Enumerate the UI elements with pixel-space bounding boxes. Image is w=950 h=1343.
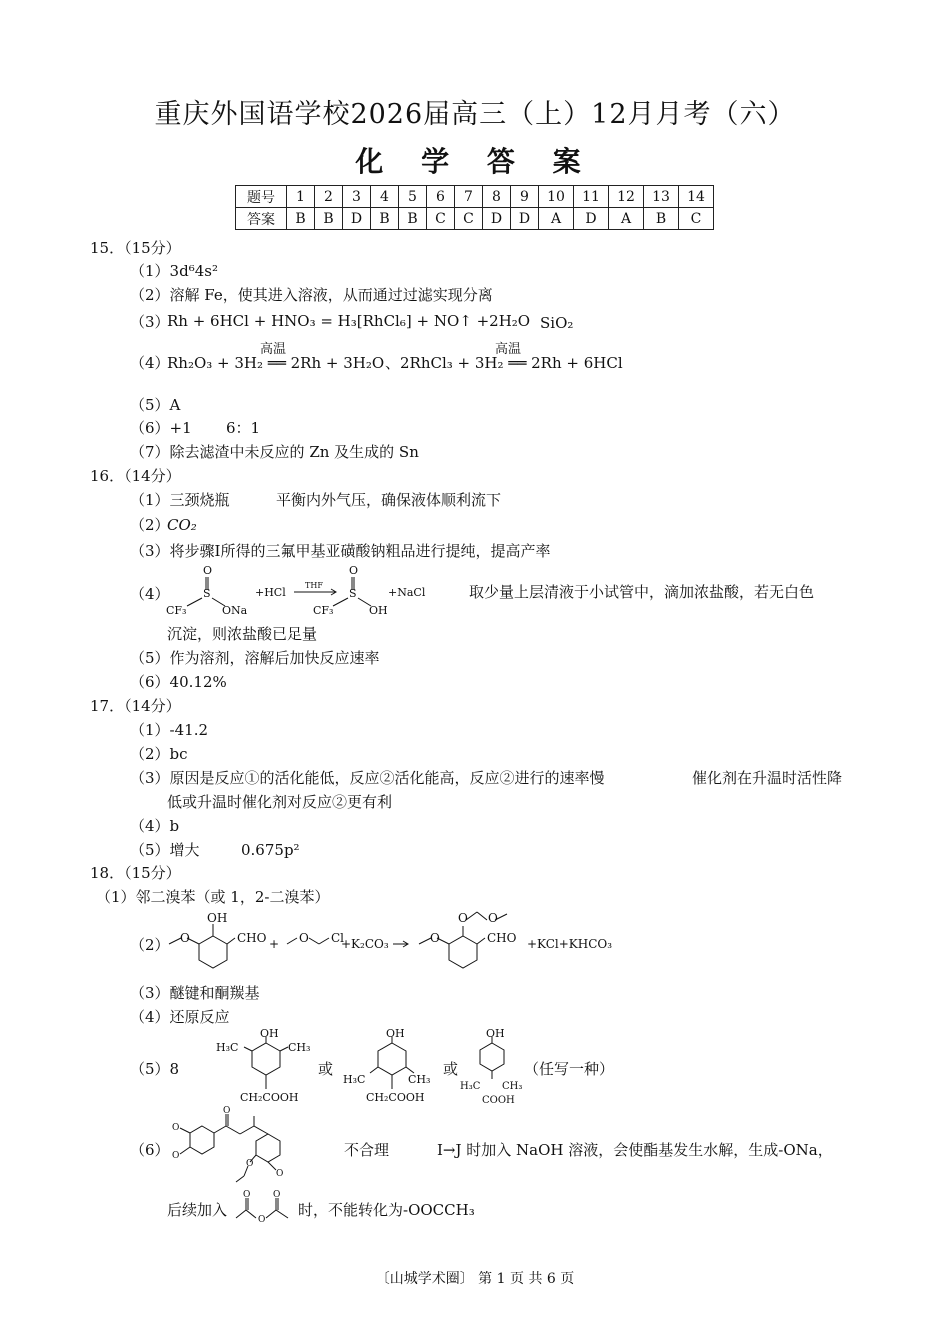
- table-cell: 6: [427, 186, 455, 208]
- oxygen-label: O: [430, 931, 440, 945]
- ch2cooh-label: CH₂COOH: [366, 1091, 425, 1104]
- answer-line: 后续加入: [167, 1201, 228, 1219]
- table-cell: 13: [644, 186, 679, 208]
- answer-line: （3）原因是反应①的活化能低，反应②活化能高，反应②进行的速率慢: [130, 769, 605, 787]
- answer-line: 时，不能转化为-OOCCH₃: [298, 1201, 475, 1219]
- table-cell: D: [511, 208, 539, 230]
- answer-line: （3）醚键和酮羰基: [130, 984, 260, 1002]
- answer-value: 平衡内外气压，确保液体顺利流下: [276, 491, 502, 509]
- table-cell: 9: [511, 186, 539, 208]
- answer-value: SiO₂: [540, 314, 574, 332]
- answer-line: （5）A: [130, 396, 181, 414]
- answer-line: （2）溶解 Fe，使其进入溶液，从而通过过滤实现分离: [130, 286, 493, 304]
- svg-text:O: O: [246, 1159, 254, 1169]
- answer-value: 催化剂在升温时活性降: [692, 769, 843, 787]
- svg-text:O: O: [258, 1215, 266, 1224]
- plus-label: +: [269, 937, 280, 951]
- h3c-label: H₃C: [216, 1041, 239, 1054]
- answer-value: 不合理: [344, 1141, 390, 1159]
- svg-text:O: O: [172, 1151, 180, 1161]
- answer-label: （2）: [130, 936, 170, 954]
- chlorine-label: Cl: [331, 931, 345, 945]
- answer-line: （1）邻二溴苯（或 1，2-二溴苯）: [96, 888, 330, 906]
- k2co3-label: +K₂CO₃: [341, 937, 389, 951]
- chemical-equation: Rh + 6HCl + HNO₃ = H₃[RhCl₆] + NO↑ +2H₂O: [167, 312, 531, 330]
- answer-line: （1）3d⁶4s²: [130, 262, 218, 280]
- table-cell: 8: [483, 186, 511, 208]
- answer-value: 0.675p²: [241, 841, 300, 859]
- oxygen-label: O: [180, 931, 190, 945]
- table-cell: B: [644, 208, 679, 230]
- page-subtitle: 化 学 答 案: [355, 145, 595, 178]
- question-heading: 15．（15分）: [90, 239, 181, 257]
- table-row-numbers: [236, 186, 714, 208]
- table-cell: A: [609, 208, 644, 230]
- table-cell: 2: [315, 186, 343, 208]
- oh-label: OH: [486, 1027, 505, 1040]
- table-cell: 3: [343, 186, 371, 208]
- answer-line: （5）作为溶剂，溶解后加快反应速率: [130, 649, 380, 667]
- page-footer: 〔山城学术圈〕 第 1 页 共 6 页: [375, 1271, 575, 1287]
- table-cell: 10: [539, 186, 574, 208]
- h3c-label: H₃C: [460, 1081, 481, 1092]
- table-cell: A: [539, 208, 574, 230]
- question-heading: 16．（14分）: [90, 467, 181, 485]
- ch3-label: CH₃: [288, 1041, 311, 1054]
- cho-label: CHO: [487, 931, 517, 945]
- page-title: 重庆外国语学校2026届高三（上）12月月考（六）: [154, 99, 796, 130]
- answer-label: （4）: [130, 585, 170, 603]
- answer-line: （4）还原反应: [130, 1008, 230, 1026]
- oxygen-label: O: [299, 931, 309, 945]
- cho-label: CHO: [237, 931, 267, 945]
- answer-line: 沉淀，则浓盐酸已足量: [167, 625, 318, 643]
- table-cell: C: [455, 208, 483, 230]
- table-cell: D: [483, 208, 511, 230]
- nacl-label: +NaCl: [388, 586, 426, 599]
- table-cell: B: [371, 208, 399, 230]
- answer-line: （5）增大: [130, 841, 200, 859]
- answer-label: （3）: [130, 313, 170, 331]
- answer-label: （6）: [130, 1141, 170, 1159]
- table-row-answers: [236, 208, 714, 230]
- table-cell: 14: [679, 186, 714, 208]
- table-cell: D: [343, 208, 371, 230]
- chemical-equation: Rh₂O₃ + 3H₂ ══ 2Rh + 3H₂O: [167, 354, 385, 372]
- target-molecule-structure: [162, 1106, 312, 1186]
- or-label: 或: [443, 1060, 459, 1078]
- or-label: 或: [318, 1060, 334, 1078]
- table-cell: 4: [371, 186, 399, 208]
- table-cell: B: [287, 208, 315, 230]
- answer-line: （2）bc: [130, 745, 188, 763]
- oxygen-label: O: [488, 911, 498, 925]
- sulfur-label: S: [203, 587, 211, 600]
- question-heading: 17．（14分）: [90, 697, 181, 715]
- table-cell: 7: [455, 186, 483, 208]
- table-cell: B: [315, 208, 343, 230]
- answer-line: （6）+1: [130, 419, 192, 437]
- table-cell: C: [679, 208, 714, 230]
- oh-label: OH: [260, 1027, 279, 1040]
- table-cell: 5: [399, 186, 427, 208]
- sulfur-label: S: [349, 587, 357, 600]
- answer-label: （4）: [130, 354, 170, 372]
- ch2cooh-label: CH₂COOH: [240, 1091, 299, 1104]
- oxygen-label: O: [203, 564, 213, 577]
- table-cell: 1: [287, 186, 315, 208]
- table-cell: 11: [574, 186, 609, 208]
- svg-text:O: O: [276, 1169, 284, 1179]
- h3c-label: H₃C: [343, 1073, 366, 1086]
- answer-line: （1）三颈烧瓶: [130, 491, 230, 509]
- cooh-label: COOH: [482, 1095, 515, 1106]
- svg-text:O: O: [243, 1190, 251, 1200]
- answer-line: （5）8: [130, 1060, 180, 1078]
- table-row-header: 答案: [236, 208, 287, 230]
- answer-line: （3）将步骤Ⅰ所得的三氟甲基亚磺酸钠粗品进行提纯，提高产率: [130, 542, 551, 560]
- answer-line: （1）-41.2: [130, 721, 209, 739]
- ch3-label: CH₃: [408, 1073, 431, 1086]
- product-label: +KCl+KHCO₃: [527, 937, 613, 951]
- oh-label: OH: [386, 1027, 405, 1040]
- oh-label: OH: [369, 604, 388, 617]
- answer-table: [235, 185, 714, 230]
- answer-line: （7）除去滤渣中未反应的 Zn 及生成的 Sn: [130, 443, 419, 461]
- oh-label: OH: [207, 911, 228, 925]
- svg-text:O: O: [223, 1106, 231, 1116]
- chemical-equation: 2RhCl₃ + 3H₂ ══ 2Rh + 6HCl: [400, 354, 623, 372]
- answer-value: CO₂: [167, 516, 197, 534]
- answer-line: （4）b: [130, 817, 180, 835]
- table-row-header: 题号: [236, 186, 287, 208]
- question-heading: 18．（15分）: [90, 864, 181, 882]
- table-cell: D: [574, 208, 609, 230]
- reaction-condition: 高温: [260, 342, 287, 357]
- oxygen-label: O: [349, 564, 359, 577]
- cf3-label: CF₃: [166, 604, 187, 617]
- table-cell: B: [399, 208, 427, 230]
- answer-line: I→J 时加入 NaOH 溶液，会使酯基发生水解，生成-ONa，: [437, 1141, 833, 1159]
- answer-line: 取少量上层清液于小试管中，滴加浓盐酸，若无白色: [469, 583, 815, 601]
- ona-label: ONa: [222, 604, 248, 617]
- sulfinic-acid-reaction-diagram: [160, 562, 445, 620]
- mom-protection-reaction-diagram: [163, 908, 643, 980]
- hcl-label: +HCl: [255, 586, 286, 599]
- acetic-anhydride-structure: [232, 1188, 294, 1224]
- reaction-condition: 高温: [495, 342, 522, 357]
- svg-text:O: O: [273, 1190, 281, 1200]
- thf-label: THF: [305, 581, 323, 590]
- oxygen-label: O: [458, 911, 468, 925]
- separator: 、: [385, 354, 401, 372]
- note-label: （任写一种）: [524, 1060, 615, 1078]
- cf3-label: CF₃: [313, 604, 334, 617]
- answer-line: （6）40.12%: [130, 673, 227, 691]
- answer-line: 低或升温时催化剂对反应②更有利: [167, 793, 393, 811]
- table-cell: 12: [609, 186, 644, 208]
- table-cell: C: [427, 208, 455, 230]
- svg-text:O: O: [172, 1123, 180, 1133]
- answer-label: （2）: [130, 516, 170, 534]
- ch3-label: CH₃: [502, 1081, 523, 1092]
- answer-value: 6：1: [226, 419, 261, 437]
